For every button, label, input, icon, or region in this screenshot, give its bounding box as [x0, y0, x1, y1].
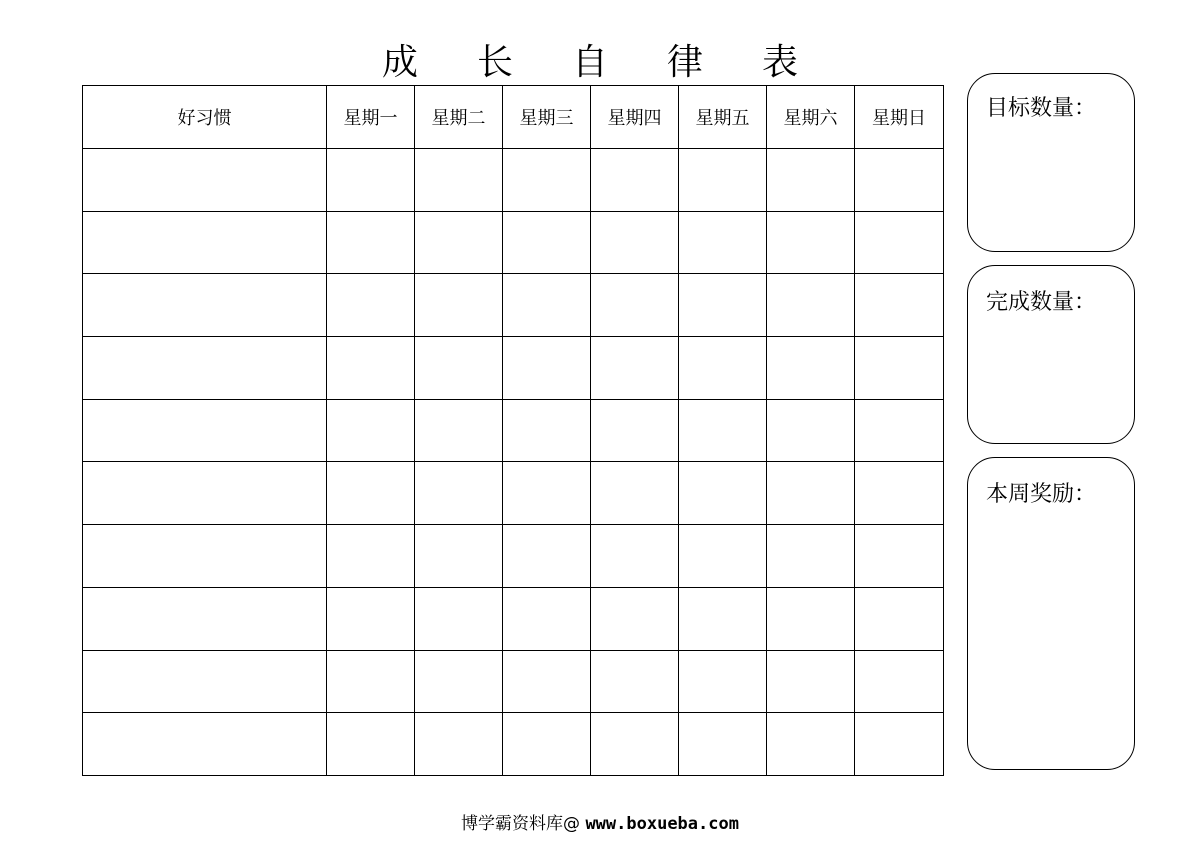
day-check-cell[interactable] [327, 274, 415, 337]
day-check-cell[interactable] [855, 149, 944, 212]
habit-cell[interactable] [83, 399, 327, 462]
target-count-label: 目标数量： [986, 96, 1097, 121]
day-check-cell[interactable] [327, 587, 415, 650]
day-check-cell[interactable] [679, 399, 767, 462]
day-check-cell[interactable] [591, 274, 679, 337]
day-check-cell[interactable] [767, 650, 855, 713]
day-check-cell[interactable] [503, 525, 591, 588]
day-check-cell[interactable] [855, 211, 944, 274]
table-row [83, 399, 944, 462]
habit-cell[interactable] [83, 337, 327, 400]
day-check-cell[interactable] [767, 462, 855, 525]
table-row [83, 713, 944, 776]
day-check-cell[interactable] [503, 211, 591, 274]
table-row [83, 462, 944, 525]
table-row [83, 525, 944, 588]
title-char: 成 [381, 42, 418, 83]
day-check-cell[interactable] [591, 337, 679, 400]
day-check-cell[interactable] [855, 650, 944, 713]
day-check-cell[interactable] [591, 462, 679, 525]
habit-cell[interactable] [83, 462, 327, 525]
habit-table [82, 85, 944, 776]
day-check-cell[interactable] [503, 399, 591, 462]
header-day: 星期六 [767, 86, 855, 149]
footer-site-name: 博学霸资料库 [461, 814, 564, 834]
table-header-row [83, 86, 944, 149]
done-count-label: 完成数量： [986, 290, 1097, 315]
day-check-cell[interactable] [415, 650, 503, 713]
day-check-cell[interactable] [855, 274, 944, 337]
day-check-cell[interactable] [767, 211, 855, 274]
header-day: 星期日 [855, 86, 944, 149]
header-day: 星期二 [415, 86, 503, 149]
day-check-cell[interactable] [327, 211, 415, 274]
day-check-cell[interactable] [679, 713, 767, 776]
day-check-cell[interactable] [503, 462, 591, 525]
day-check-cell[interactable] [855, 587, 944, 650]
header-day: 星期三 [503, 86, 591, 149]
header-day: 星期五 [679, 86, 767, 149]
done-count-box[interactable] [967, 265, 1135, 444]
day-check-cell[interactable] [855, 713, 944, 776]
weekly-reward-label: 本周奖励： [986, 482, 1097, 507]
day-check-cell[interactable] [679, 337, 767, 400]
footer-watermark [0, 812, 1200, 836]
day-check-cell[interactable] [767, 399, 855, 462]
day-check-cell[interactable] [767, 587, 855, 650]
day-check-cell[interactable] [503, 587, 591, 650]
day-check-cell[interactable] [855, 462, 944, 525]
day-check-cell[interactable] [767, 713, 855, 776]
day-check-cell[interactable] [415, 399, 503, 462]
day-check-cell[interactable] [679, 650, 767, 713]
day-check-cell[interactable] [415, 149, 503, 212]
day-check-cell[interactable] [327, 713, 415, 776]
table-row [83, 587, 944, 650]
day-check-cell[interactable] [503, 650, 591, 713]
habit-cell[interactable] [83, 650, 327, 713]
day-check-cell[interactable] [327, 399, 415, 462]
day-check-cell[interactable] [327, 337, 415, 400]
day-check-cell[interactable] [679, 274, 767, 337]
header-day: 星期一 [327, 86, 415, 149]
day-check-cell[interactable] [855, 525, 944, 588]
day-check-cell[interactable] [503, 149, 591, 212]
day-check-cell[interactable] [767, 525, 855, 588]
day-check-cell[interactable] [503, 274, 591, 337]
table-row [83, 337, 944, 400]
day-check-cell[interactable] [415, 713, 503, 776]
day-check-cell[interactable] [503, 337, 591, 400]
title-char: 自 [571, 42, 608, 83]
page-title [380, 38, 800, 88]
day-check-cell[interactable] [591, 525, 679, 588]
table-row [83, 274, 944, 337]
day-check-cell[interactable] [591, 399, 679, 462]
day-check-cell[interactable] [327, 525, 415, 588]
title-char: 律 [666, 42, 703, 83]
day-check-cell[interactable] [591, 211, 679, 274]
day-check-cell[interactable] [503, 713, 591, 776]
table-row [83, 650, 944, 713]
day-check-cell[interactable] [767, 337, 855, 400]
habit-cell[interactable] [83, 211, 327, 274]
day-check-cell[interactable] [415, 337, 503, 400]
day-check-cell[interactable] [679, 149, 767, 212]
target-count-box[interactable] [967, 73, 1135, 252]
day-check-cell[interactable] [767, 274, 855, 337]
habit-cell[interactable] [83, 149, 327, 212]
habit-cell[interactable] [83, 274, 327, 337]
day-check-cell[interactable] [855, 399, 944, 462]
day-check-cell[interactable] [415, 462, 503, 525]
footer-at: @ [563, 814, 581, 834]
day-check-cell[interactable] [679, 462, 767, 525]
day-check-cell[interactable] [327, 462, 415, 525]
day-check-cell[interactable] [327, 149, 415, 212]
habit-cell[interactable] [83, 525, 327, 588]
day-check-cell[interactable] [415, 587, 503, 650]
day-check-cell[interactable] [327, 650, 415, 713]
day-check-cell[interactable] [591, 713, 679, 776]
day-check-cell[interactable] [415, 211, 503, 274]
day-check-cell[interactable] [679, 211, 767, 274]
day-check-cell[interactable] [591, 650, 679, 713]
day-check-cell[interactable] [415, 525, 503, 588]
title-char: 长 [476, 42, 513, 83]
habit-cell[interactable] [83, 713, 327, 776]
habit-cell[interactable] [83, 587, 327, 650]
day-check-cell[interactable] [591, 149, 679, 212]
title-char: 表 [761, 42, 798, 83]
day-check-cell[interactable] [767, 149, 855, 212]
day-check-cell[interactable] [415, 274, 503, 337]
footer-url: www.boxueba.com [585, 814, 739, 834]
day-check-cell[interactable] [679, 587, 767, 650]
weekly-reward-box[interactable] [967, 457, 1135, 770]
day-check-cell[interactable] [591, 587, 679, 650]
day-check-cell[interactable] [855, 337, 944, 400]
header-day: 星期四 [591, 86, 679, 149]
day-check-cell[interactable] [679, 525, 767, 588]
header-habit: 好习惯 [83, 86, 327, 149]
table-row [83, 211, 944, 274]
table-row [83, 149, 944, 212]
